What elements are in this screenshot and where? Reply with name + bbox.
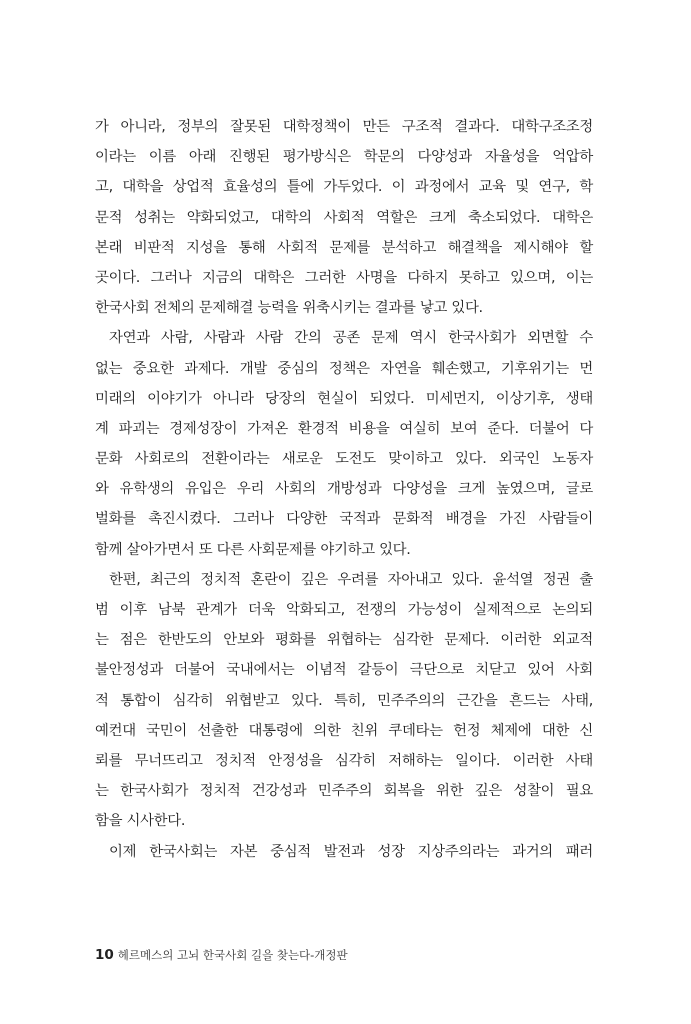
paragraph-line: 한편, 최근의 정치적 혼란이 깊은 우려를 자아내고 있다. 윤석열 정권 출 xyxy=(109,571,593,588)
body-text xyxy=(95,112,593,867)
paragraph-line: 없는 중요한 과제다. 개발 중심의 정책은 자연을 훼손했고, 기후위기는 먼 xyxy=(95,360,593,377)
paragraph-line: 는 한국사회가 정치적 건강성과 민주주의 회복을 위한 깊은 성찰이 필요 xyxy=(95,783,593,800)
paragraph-line: 벌화를 촉진시켰다. 그러나 다양한 국적과 문화적 배경을 가진 사람들이 xyxy=(95,511,593,528)
paragraph-line: 범 이후 남북 관계가 더욱 악화되고, 전쟁의 가능성이 실제적으로 논의되 xyxy=(95,602,593,618)
paragraph-line: 와 유학생의 유입은 우리 사회의 개방성과 다양성을 크게 높였으며, 글로 xyxy=(95,481,593,498)
paragraph-line: 계 파괴는 경제성장이 가져온 환경적 비용을 여실히 보여 준다. 더불어 다 xyxy=(95,420,593,437)
paragraph-line: 는 점은 한반도의 안보와 평화를 위협하는 심각한 문제다. 이러한 외교적 xyxy=(95,632,593,649)
paragraph-line: 가 아니라, 정부의 잘못된 대학정책이 만든 구조적 결과다. 대학구조조정 xyxy=(95,119,593,135)
paragraph-line: 적 통합이 심각히 위협받고 있다. 특히, 민주주의의 근간을 흔드는 사태, xyxy=(95,692,593,709)
paragraph-line: 불안정성과 더불어 국내에서는 이념적 갈등이 극단으로 치닫고 있어 사회 xyxy=(95,662,593,679)
paragraph-line: 이라는 이름 아래 진행된 평가방식은 학문의 다양성과 자율성을 억압하 xyxy=(95,149,593,166)
paragraph-line: 함께 살아가면서 또 다른 사회문제를 야기하고 있다. xyxy=(95,541,411,558)
page-footer xyxy=(95,947,348,963)
paragraph-line: 문화 사회로의 전환이라는 새로운 도전도 맞이하고 있다. 외국인 노동자 xyxy=(95,451,593,468)
paragraph-line: 문적 성취는 약화되었고, 대학의 사회적 역할은 크게 축소되었다. 대학은 xyxy=(95,209,593,226)
paragraph-line: 뢰를 무너뜨리고 정치적 안정성을 심각히 저해하는 일이다. 이러한 사태 xyxy=(95,752,593,769)
page-number: 10 xyxy=(95,947,114,963)
paragraph-line: 자연과 사람, 사람과 사람 간의 공존 문제 역시 한국사회가 외면할 수 xyxy=(109,330,593,347)
paragraph-line: 예컨대 국민이 선출한 대통령에 의한 친위 쿠데타는 헌정 체제에 대한 신 xyxy=(95,722,593,739)
paragraph-line: 고, 대학을 상업적 효율성의 틀에 가두었다. 이 과정에서 교육 및 연구, 학 xyxy=(95,179,593,196)
paragraph-line: 함을 시사한다. xyxy=(95,813,186,830)
paragraph-line: 곳이다. 그러나 지금의 대학은 그러한 사명을 다하지 못하고 있으며, 이는 xyxy=(95,269,593,286)
paragraph-line: 이제 한국사회는 자본 중심적 발전과 성장 지상주의라는 과거의 패러 xyxy=(109,843,593,860)
running-title: 헤르메스의 고뇌 한국사회 길을 찾는다-개정판 xyxy=(117,948,348,962)
paragraph-line: 미래의 이야기가 아니라 당장의 현실이 되었다. 미세먼지, 이상기후, 생태 xyxy=(95,390,593,407)
paragraph-line: 한국사회 전체의 문제해결 능력을 위축시키는 결과를 낳고 있다. xyxy=(95,300,483,317)
paragraph-line: 본래 비판적 지성을 통해 사회적 문제를 분석하고 해결책을 제시해야 할 xyxy=(95,239,593,256)
